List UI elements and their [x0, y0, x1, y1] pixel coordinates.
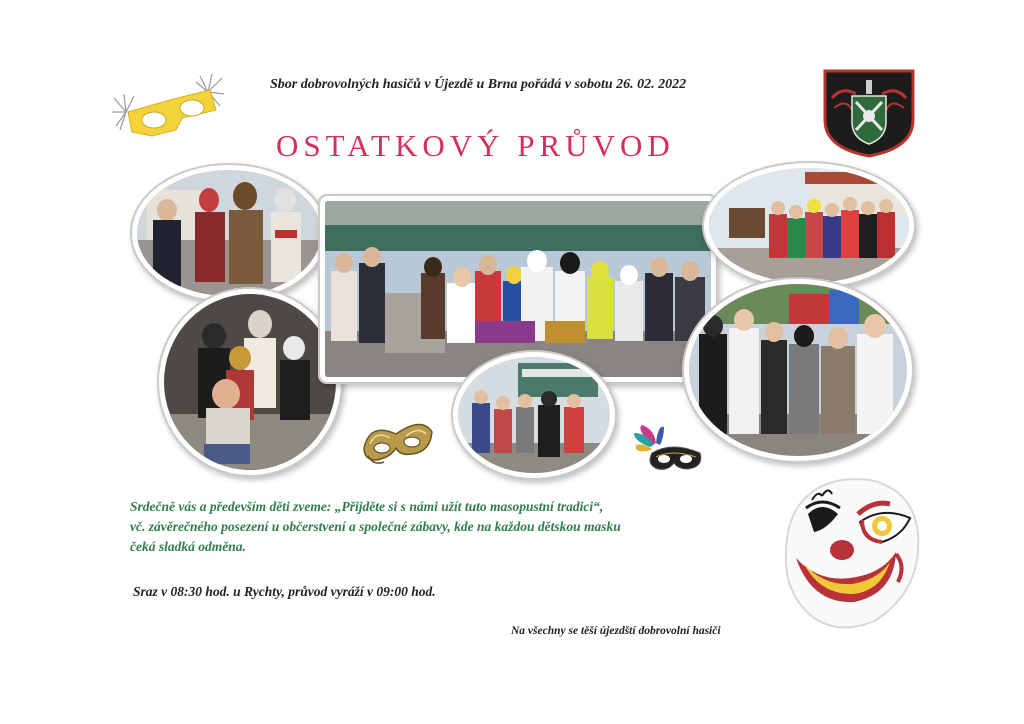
- carnival-mask-gold-icon: [360, 412, 436, 470]
- carnival-mask-feather-icon: [632, 423, 706, 481]
- invitation-line-2: vč. závěrečného posezení u občerstvení a společné zábavy, kde na každou dětskou masku: [130, 519, 621, 534]
- invitation-line-1: Srdečně vás a především děti zveme: „Přijděte si s námi užít tuto masopustní tradici“,: [130, 499, 604, 514]
- invitation-text: [130, 497, 650, 557]
- party-glasses-icon: [112, 72, 224, 142]
- invitation-line-3: čeká sladká odměna.: [130, 539, 246, 554]
- page-title: OSTATKOVÝ PRŮVOD: [276, 128, 675, 163]
- photo-bottom-right: [689, 284, 907, 456]
- clown-mask-icon: [778, 470, 924, 636]
- meeting-info: Sraz v 08:30 hod. u Rychty, průvod vyráží v 09:00 hod.: [133, 584, 436, 599]
- fire-brigade-emblem-icon: [822, 68, 916, 158]
- signoff: Na všechny se těší újezdští dobrovolní hasiči: [511, 625, 721, 637]
- organizer-line: Sbor dobrovolných hasičů v Újezdě u Brna pořádá v sobotu 26. 02. 2022: [270, 77, 687, 92]
- photo-bottom-center: [458, 357, 610, 473]
- photo-bottom-left: [164, 294, 336, 470]
- photo-top-left: [137, 170, 321, 296]
- photo-center-group: [325, 201, 711, 377]
- photo-top-right: [709, 168, 909, 283]
